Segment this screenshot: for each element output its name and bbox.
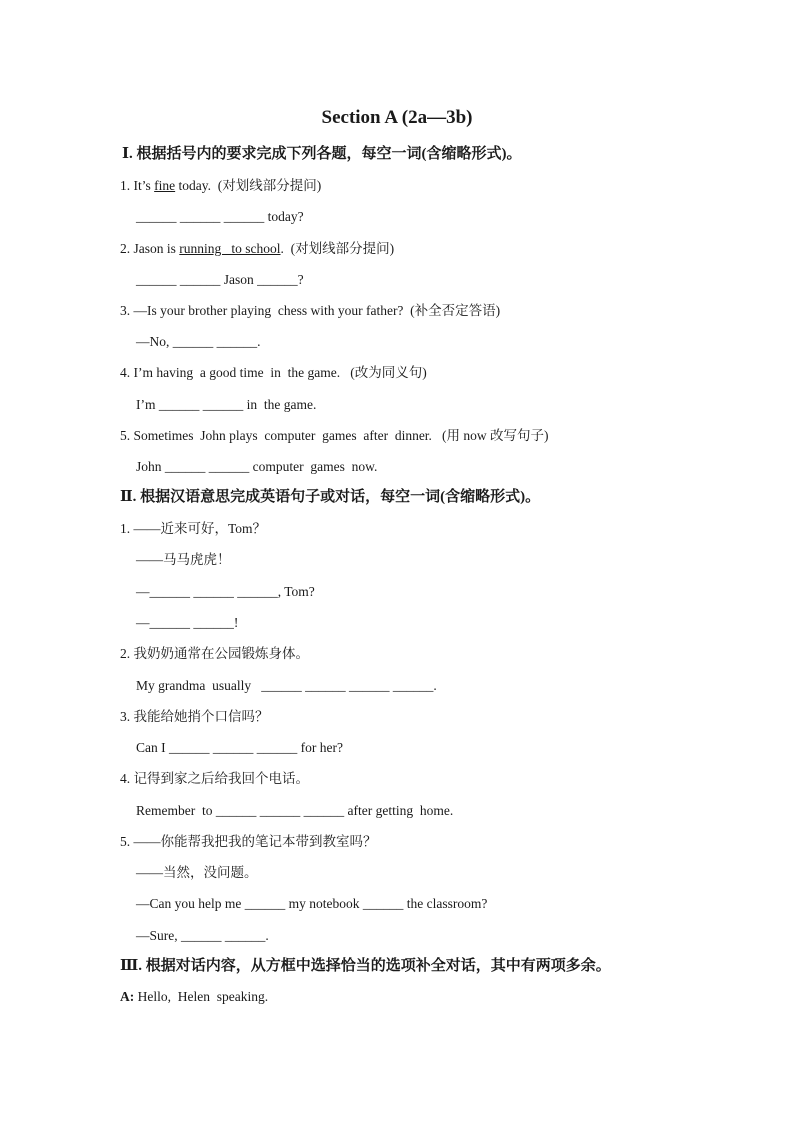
p2-q4-answer: Remember to ______ ______ ______ after getting home. <box>136 803 454 818</box>
p3-dialogue-a <box>120 988 268 1006</box>
part2-heading: Ⅱ. 根据汉语意思完成英语句子或对话，每空一词(含缩略形式)。 <box>120 489 541 505</box>
p1-q2-post: . (对划线部分提问) <box>280 241 395 256</box>
p1-q1-post: today. (对划线部分提问) <box>175 178 322 193</box>
p2-q5-answer-b: —Sure, ______ ______. <box>136 928 269 943</box>
p1-q1 <box>120 177 321 195</box>
part1-heading: Ⅰ. 根据括号内的要求完成下列各题，每空一词(含缩略形式)。 <box>122 146 522 162</box>
part3-heading: Ⅲ. 根据对话内容，从方框中选择恰当的选项补全对话，其中有两项多余。 <box>120 958 611 974</box>
p2-q5-answer-a: —Can you help me ______ my notebook ______ the classroom? <box>136 896 488 911</box>
p1-q1-answer: ______ ______ ______ today? <box>136 209 304 224</box>
p2-q1-answer-b: —______ ______! <box>136 615 239 630</box>
p1-q4-answer: I’m ______ ______ in the game. <box>136 397 317 412</box>
p2-q2-answer: My grandma usually ______ ______ ______ ______. <box>136 678 437 693</box>
p2-q1-reply: ——马马虎虎！ <box>136 552 231 567</box>
p1-q1-underlined: fine <box>154 178 176 193</box>
p1-q3-answer: —No, ______ ______. <box>136 334 261 349</box>
page-title: Section A (2a—3b) <box>321 107 473 128</box>
p1-q2-underlined: running to school <box>179 241 281 256</box>
p2-q4-question: 4. 记得到家之后给我回个电话。 <box>120 771 309 786</box>
p2-q2-question: 2. 我奶奶通常在公园锻炼身体。 <box>120 646 309 661</box>
speaker-label: A: <box>120 989 135 1004</box>
p2-q1-answer-a: —______ ______ ______, Tom? <box>136 584 315 599</box>
p1-q3: 3. —Is your brother playing chess with your father? (补全否定答语) <box>120 303 501 318</box>
p2-q5-reply: ——当然，没问题。 <box>136 865 258 880</box>
p2-q1-question: 1. ——近来可好，Tom？ <box>120 521 267 536</box>
p2-q3-question: 3. 我能给她捎个口信吗？ <box>120 709 269 724</box>
p3-dialogue-a-text: Hello, Helen speaking. <box>134 989 269 1004</box>
p1-q2 <box>120 240 394 258</box>
p1-q2-pre: 2. Jason is <box>120 241 180 256</box>
p1-q2-answer: ______ ______ Jason ______? <box>136 272 304 287</box>
p1-q5: 5. Sometimes John plays computer games after dinner. (用 now 改写句子) <box>120 428 549 443</box>
p2-q3-answer: Can I ______ ______ ______ for her? <box>136 740 343 755</box>
p1-q4: 4. I’m having a good time in the game. (改为同义句) <box>120 365 427 380</box>
p2-q5-question: 5. ——你能帮我把我的笔记本带到教室吗？ <box>120 834 377 849</box>
p1-q1-pre: 1. It’s <box>120 178 155 193</box>
p1-q5-answer: John ______ ______ computer games now. <box>136 459 378 474</box>
